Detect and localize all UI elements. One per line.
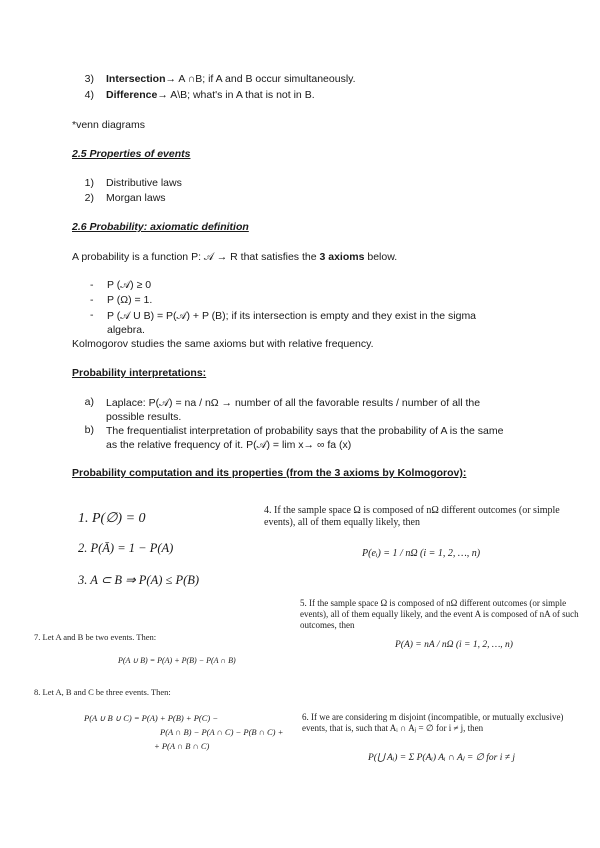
list-text [106,89,315,101]
property-4-formula: P(eᵢ) = 1 / nΩ (i = 1, 2, …, n) [362,548,481,559]
section-heading-interpretations: Probability interpretations: [72,367,207,379]
property-7-formula: P(A ∪ B) = P(A) + P(B) − P(A ∩ B) [118,656,236,665]
property-8-formula-line-1: P(A ∪ B ∪ C) = P(A) + P(B) + P(C) − [84,713,219,723]
kolmogorov-note: Kolmogorov studies the same axioms but with relative frequency. [72,338,374,350]
definition-difference: → A\B; what's in A that is not in B. [157,89,315,101]
property-6-text: 6. If we are considering m disjoint (incompatible, or mutually exclusive) events, that is, such that Aᵢ ∩ Aⱼ = ∅ for i ≠ j, then [302,712,564,733]
property-8-text: 8. Let A, B and C be three events. Then: [34,687,171,697]
list-letter: b) [84,424,94,436]
dash-bullet: - [90,294,94,306]
intro-text: A probability is a function P: [72,251,204,263]
list-number: 4) [84,89,94,101]
axiom-text: P (𝒜 U B) = P(𝒜) + P (B); if its intersection is empty and they exist in the sigma algebra. [107,310,477,336]
dash-bullet: - [90,279,94,291]
term-difference: Difference [106,89,158,101]
dash-bullet: - [90,309,94,321]
property-3-formula: 3. A ⊂ B ⇒ P(A) ≤ P(B) [78,573,200,587]
axioms-term: 3 axioms [319,251,365,263]
intro-text: → R that satisfies the [213,251,320,263]
venn-note: *venn diagrams [72,119,145,131]
intro-text: below. [364,251,398,263]
interpretation-text: Laplace: P(𝒜) = na / nΩ → number of all the favorable results / number of all the possible results. [106,397,481,423]
section-heading-computation: Probability computation and its properties (from the 3 axioms by Kolmogorov): [72,467,467,479]
property-4-text: 4. If the sample space Ω is composed of nΩ different outcomes (or simple events), all of them equally likely, then [264,505,560,528]
term-intersection: Intersection [106,73,166,85]
list-number: 3) [84,73,94,85]
sigma-algebra-symbol: 𝒜 [203,251,214,263]
property-7-text: 7. Let A and B be two events. Then: [34,632,157,642]
property-2-formula: 2. P(Ā) = 1 − P(A) [78,541,174,555]
property-8-formula-line-3: + P(A ∩ B ∩ C) [154,741,210,751]
list-number: 1) [84,177,94,189]
list-text: Morgan laws [106,192,166,204]
axiom-text: P (𝒜) ≥ 0 [107,279,152,291]
property-6-formula: P(⋃ Aᵢ) = Σ P(Aᵢ) Aᵢ ∩ Aⱼ = ∅ for i ≠ j [368,753,515,763]
property-5-text: 5. If the sample space Ω is composed of nΩ different outcomes (or simple events), all of them equally likely, and the event A is composed of nA of such outcomes, then [300,598,579,630]
section-heading-2-6: 2.6 Probability: axiomatic definition [72,221,249,233]
property-5-formula: P(A) = nA / nΩ (i = 1, 2, …, n) [395,640,513,650]
list-text: Distributive laws [106,177,182,189]
section-heading-2-5: 2.5 Properties of events [72,148,191,160]
property-1-formula: 1. P(∅) = 0 [78,511,146,526]
axiom-text: P (Ω) = 1. [107,294,153,306]
interpretation-text: The frequentialist interpretation of probability says that the probability of A is the same as the relative frequency of it. P(𝒜) = lim x→ ∞ fa (x) [106,425,504,451]
probability-definition [72,251,397,264]
property-8-formula-line-2: P(A ∩ B) − P(A ∩ C) − P(B ∩ C) + [160,727,284,737]
list-number: 2) [84,192,94,204]
list-text [106,73,356,85]
list-letter: a) [84,396,94,408]
definition-intersection: → A ∩B; if A and B occur simultaneously. [165,73,356,85]
